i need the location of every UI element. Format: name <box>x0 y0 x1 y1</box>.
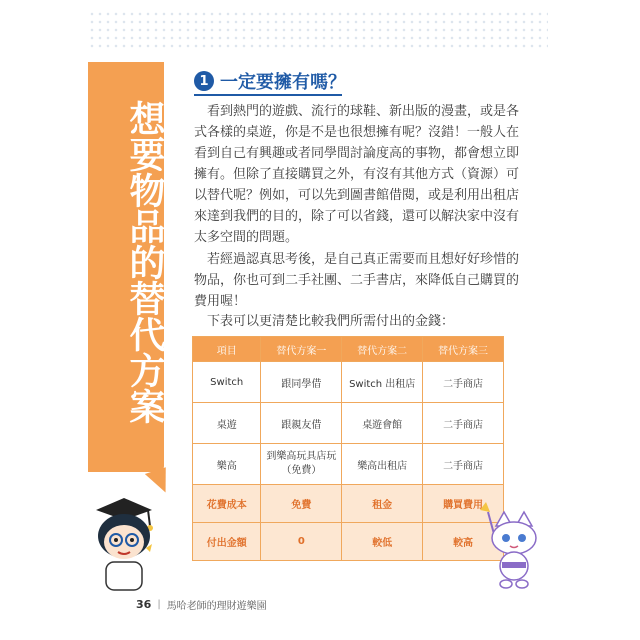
table-row-amount <box>193 523 504 561</box>
paragraph-line: 下表可以更清楚比較我們所需付出的金錢： <box>207 314 455 329</box>
table-cell: 免費 <box>261 485 342 523</box>
paragraph-line: 費用喔！ <box>194 294 247 309</box>
section-title: 一定要擁有嗎？ <box>220 72 346 93</box>
table-cell: 較低 <box>342 523 423 561</box>
table-row-cost <box>193 485 504 523</box>
section-heading <box>194 68 346 94</box>
table-cell-line: 到樂高玩具店玩 <box>266 451 337 462</box>
paragraph-3 <box>194 311 520 332</box>
table-cell: 樂高 <box>193 444 261 485</box>
table-cell: Switch 出租店 <box>342 362 423 403</box>
table-cell: 跟親友借 <box>261 403 342 444</box>
table-row <box>193 403 504 444</box>
table-cell: 0 <box>261 523 342 561</box>
table-header-row <box>193 337 504 362</box>
page-footer <box>136 597 267 612</box>
paragraph-1 <box>194 101 520 248</box>
table-cell: 二手商店 <box>423 362 504 403</box>
table-cell: 樂高出租店 <box>342 444 423 485</box>
dot-pattern-decoration <box>88 10 548 50</box>
book-title: 馬哈老師的理財遊樂園 <box>166 601 267 612</box>
footer-separator: | <box>157 599 161 610</box>
sidebar-title: 想要物品的替代方案 <box>124 100 165 424</box>
table-cell: 二手商店 <box>423 444 504 485</box>
sidebar-title-banner <box>88 62 164 472</box>
paragraph-line: 若經過認真思考後，是自己真正需要而且想好好珍惜的 <box>207 252 520 267</box>
table-cell <box>261 444 342 485</box>
table-header-cell: 項目 <box>193 337 261 362</box>
table-row <box>193 444 504 485</box>
paragraph-line: 太多空間的問題。 <box>194 230 299 245</box>
table-cell-line: （免費） <box>281 465 322 476</box>
cat-mascot-illustration <box>474 500 544 590</box>
table-cell: 跟同學借 <box>261 362 342 403</box>
table-cell: 二手商店 <box>423 403 504 444</box>
table-cell: 租金 <box>342 485 423 523</box>
table-cell: 較高 <box>423 523 504 561</box>
paragraph-line: 物品，你也可到二手社團、二手書店，來降低自己購買的 <box>194 273 520 288</box>
paragraph-line: 式各樣的桌遊，你是不是也很想擁有呢？沒錯！一般人在 <box>194 125 520 140</box>
teacher-character-illustration <box>88 492 158 592</box>
table-row <box>193 362 504 403</box>
table-cell: 桌遊 <box>193 403 261 444</box>
table-cell: 花費成本 <box>193 485 261 523</box>
comparison-table <box>192 336 504 561</box>
paragraph-line: 看到熱門的遊戲、流行的球鞋、新出版的漫畫，或是各 <box>207 104 520 119</box>
table-cell: Switch <box>193 362 261 403</box>
table-header-cell: 替代方案二 <box>342 337 423 362</box>
table-cell: 購買費用 <box>423 485 504 523</box>
table-cell: 桌遊會館 <box>342 403 423 444</box>
table-cell: 付出金額 <box>193 523 261 561</box>
paragraph-line: 來達到我們的目的，除了可以省錢，還可以解決家中沒有 <box>194 209 520 224</box>
paragraph-line: 看到自己有興趣或者同學間討論度高的事物，都會想立即 <box>194 146 520 161</box>
table-header-cell: 替代方案一 <box>261 337 342 362</box>
table-header-cell: 替代方案三 <box>423 337 504 362</box>
paragraph-line: 擁有。但除了直接購買之外，有沒有其他方式（資源）可 <box>194 167 520 182</box>
page-number: 36 <box>136 598 152 611</box>
paragraph-line: 以替代呢？例如，可以先到圖書館借閱，或是利用出租店 <box>194 188 520 203</box>
section-underline <box>194 94 342 96</box>
paragraph-2 <box>194 249 520 312</box>
section-number-badge: 1 <box>194 71 214 91</box>
